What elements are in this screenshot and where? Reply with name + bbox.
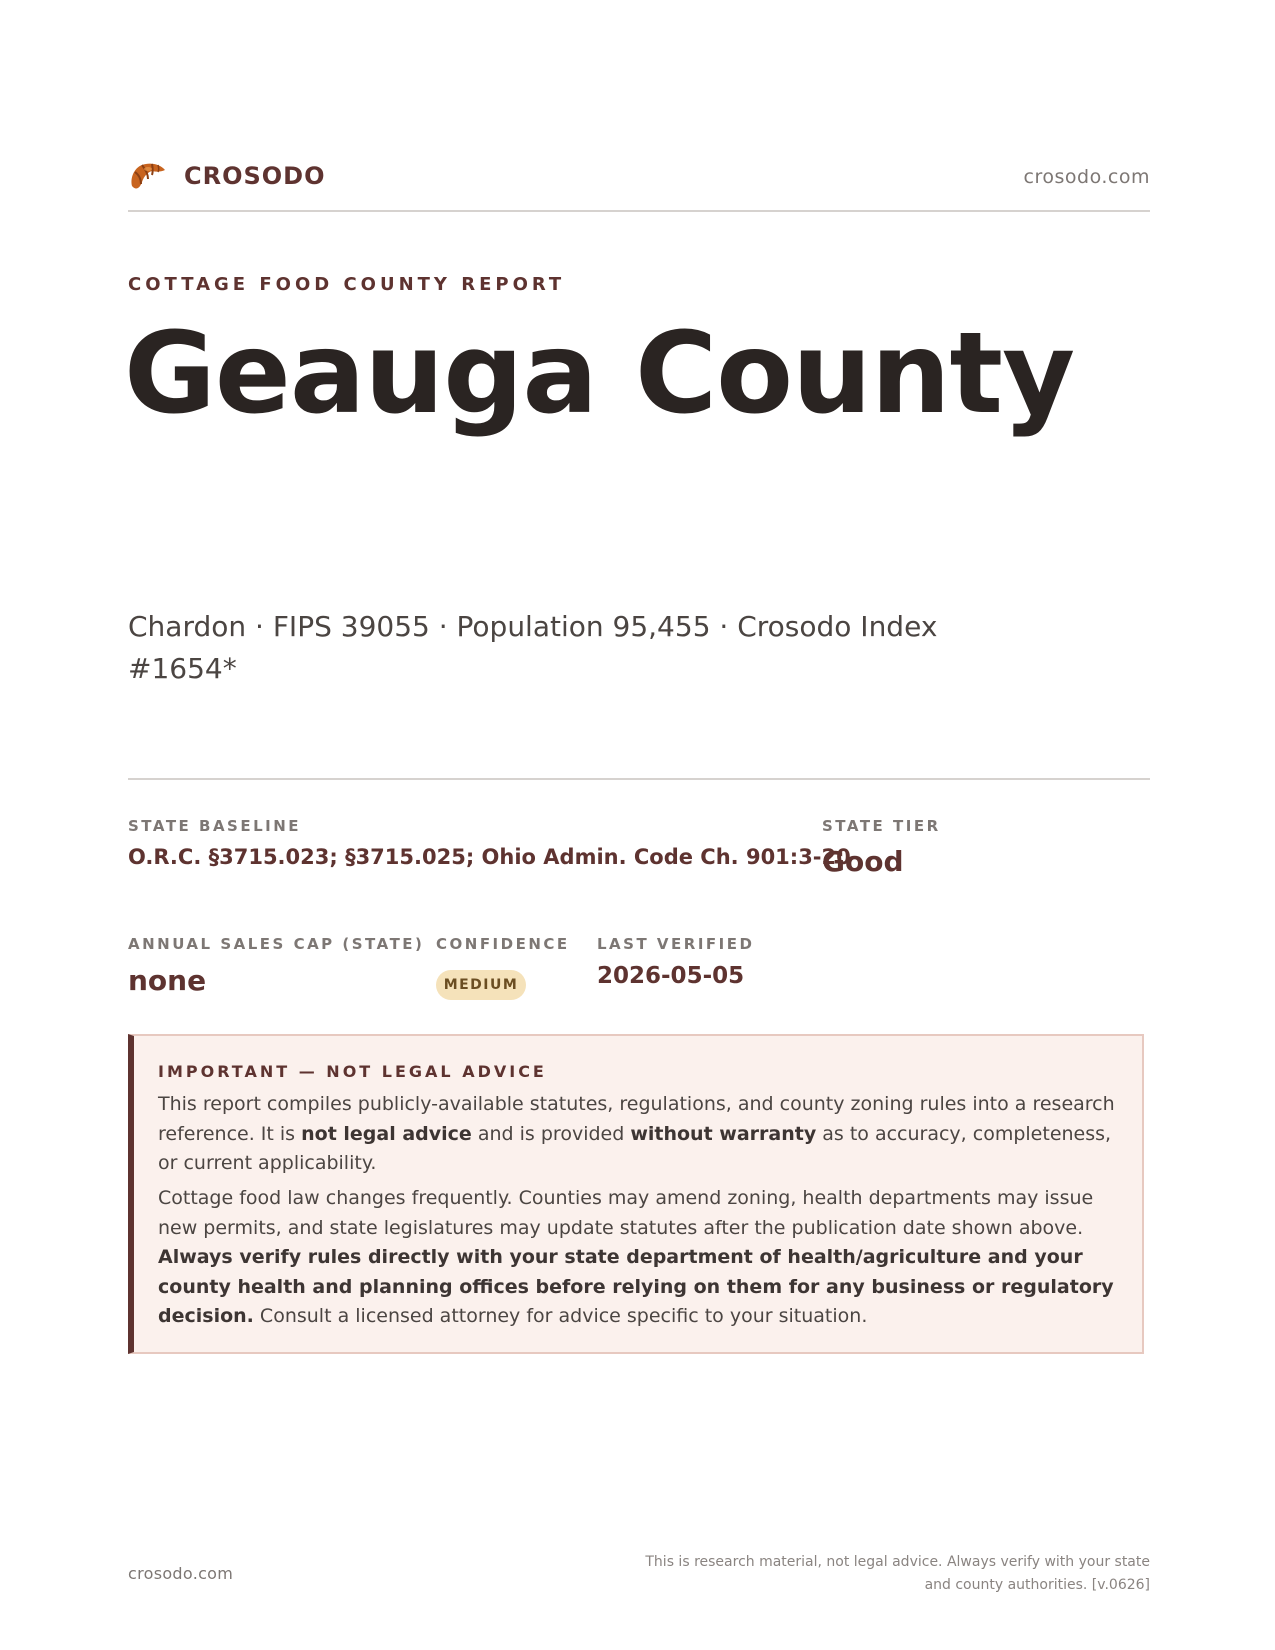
notice-paragraph-2 [158, 1184, 1122, 1332]
last-verified-value: 2026-05-05 [597, 963, 745, 989]
footer-disclaimer-line: This is research material, not legal advice. Always verify with your state [645, 1554, 1150, 1570]
report-eyebrow: COTTAGE FOOD COUNTY REPORT [128, 274, 566, 295]
header-site-link[interactable]: crosodo.com [1023, 166, 1150, 188]
state-baseline-value: O.R.C. §3715.023; §3715.025; Ohio Admin. Code Ch. 901:3-20 [128, 845, 851, 869]
notice-heading: IMPORTANT — NOT LEGAL ADVICE [158, 1062, 547, 1081]
brand-name: CROSODO [184, 162, 326, 190]
state-baseline-label: STATE BASELINE [128, 817, 302, 835]
notice-emphasis: Always verify rules directly with your state department of health/agriculture and your county health and planning offices before relying on them for any business or regulatory decision. [158, 1246, 1114, 1327]
state-tier-value: Good [822, 845, 904, 878]
sales-cap-label: ANNUAL SALES CAP (STATE) [128, 935, 425, 953]
county-summary: Chardon · FIPS 39055 · Population 95,455 · Crosodo Index #1654* [128, 610, 938, 685]
footer-site-link[interactable]: crosodo.com [128, 1564, 234, 1583]
confidence-badge: MEDIUM [436, 970, 526, 1000]
notice-emphasis: not legal advice [301, 1122, 472, 1145]
legal-notice [128, 1034, 1144, 1354]
confidence-label: CONFIDENCE [436, 935, 570, 953]
notice-paragraph-1 [158, 1090, 1122, 1179]
report-page [124, 0, 1150, 1650]
page-title: Geauga County [124, 309, 1075, 439]
footer-disclaimer-line: and county authorities. [v.0626] [924, 1577, 1150, 1593]
sales-cap-value: none [128, 964, 207, 997]
croissant-icon [128, 160, 168, 196]
notice-text: Cottage food law changes frequently. Counties may amend zoning, health departments may issue new permits, and state legislatures may update statutes after the publication date shown above. [158, 1187, 1094, 1239]
footer-disclaimer [630, 1551, 1150, 1597]
notice-emphasis: without warranty [630, 1122, 817, 1145]
notice-text: This report compiles publicly-available statutes, regulations, and county zoning rules into a research reference. It is [158, 1093, 1115, 1145]
notice-text: as to accuracy, completeness, or current applicability. [158, 1122, 1112, 1174]
state-tier-label: STATE TIER [822, 817, 941, 835]
last-verified-label: LAST VERIFIED [597, 935, 755, 953]
notice-text: and is provided [471, 1122, 631, 1145]
page-header [128, 158, 1150, 212]
section-divider [128, 778, 1150, 780]
notice-text: Consult a licensed attorney for advice specific to your situation. [253, 1305, 868, 1327]
